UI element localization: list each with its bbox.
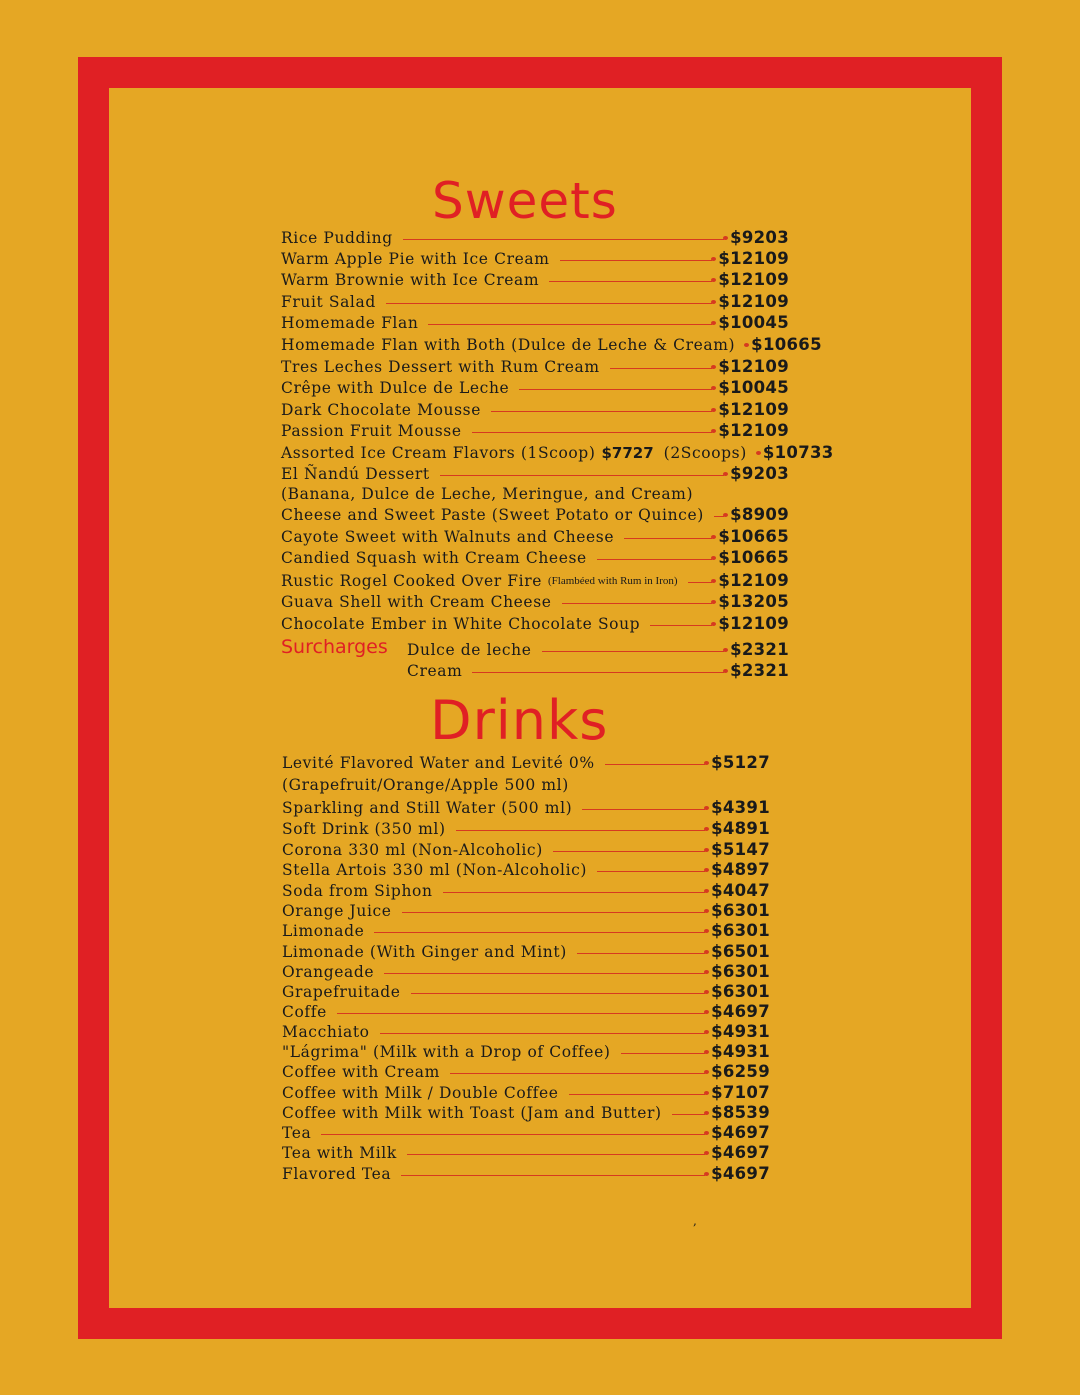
dotted-leader (542, 651, 725, 652)
dotted-leader (605, 764, 705, 765)
menu-item-price: $9203 (730, 228, 789, 247)
menu-item-name: Coffe (282, 1002, 327, 1021)
menu-item-price: $12109 (718, 249, 789, 268)
menu-item-name: Soda from Siphon (282, 881, 433, 900)
menu-item-name: Stella Artois 330 ml (Non-Alcoholic) (282, 860, 588, 879)
surcharges-label: Surcharges (281, 636, 388, 658)
menu-item-name: Warm Apple Pie with Ice Cream (281, 249, 550, 268)
menu-item-price: $10045 (718, 378, 789, 397)
dotted-leader (472, 432, 713, 433)
dotted-leader (411, 993, 706, 994)
menu-item (282, 981, 770, 1002)
menu-item-price: $2321 (730, 661, 789, 680)
menu-item-name: Coffee with Cream (282, 1062, 440, 1081)
menu-item-name: Soft Drink (350 ml) (282, 819, 446, 838)
dotted-leader (403, 239, 724, 240)
menu-item-name: Flavored Tea (282, 1164, 392, 1183)
dotted-leader (597, 559, 713, 560)
menu-item-name: Limonade (With Ginger and Mint) (282, 942, 567, 961)
menu-item-price: $13205 (718, 592, 789, 611)
menu-item-name: Homemade Flan (281, 313, 419, 332)
menu-item (281, 591, 789, 612)
menu-item-name: Corona 330 ml (Non-Alcoholic) (282, 840, 543, 859)
menu-item-name: Crêpe with Dulce de Leche (281, 378, 510, 397)
dotted-leader (450, 1073, 705, 1074)
menu-item-price: $4047 (711, 881, 770, 900)
menu-item-price: $12109 (718, 292, 789, 311)
dotted-leader (624, 538, 712, 539)
menu-item (282, 1102, 770, 1123)
menu-item-name: Passion Fruit Mousse (281, 421, 462, 440)
menu-item-price: $5127 (711, 753, 770, 772)
dotted-leader (672, 1114, 705, 1115)
menu-item-price: $10665 (751, 335, 822, 354)
sweets-heading: Sweets (432, 172, 618, 230)
menu-item-name: Levité Flavored Water and Levité 0% (282, 753, 595, 772)
menu-item-name: Assorted Ice Cream Flavors (1Scoop) (281, 443, 596, 462)
menu-item-name: Coffee with Milk with Toast (Jam and Butter) (282, 1103, 662, 1122)
dotted-leader (321, 1134, 705, 1135)
menu-item-price: $10733 (762, 443, 834, 462)
menu-item-continuation (282, 774, 569, 795)
menu-item-name: Rustic Rogel Cooked Over Fire (281, 571, 542, 590)
menu-item-name: Homemade Flan with Both (Dulce de Leche & Cream) (281, 335, 736, 354)
dotted-leader (337, 1013, 705, 1014)
menu-item-price: $4697 (711, 1164, 770, 1183)
dotted-leader (428, 324, 712, 325)
menu-item-name: Limonade (282, 921, 365, 940)
menu-item-price: $6301 (711, 962, 770, 981)
menu-item-name: Rice Pudding (281, 228, 393, 247)
menu-item-price: $4697 (711, 1123, 770, 1142)
menu-item (281, 356, 789, 377)
menu-item-name: Fruit Salad (281, 292, 376, 311)
dotted-leader (621, 1053, 706, 1054)
footer-mark: , (693, 1214, 697, 1228)
menu-item-name: Warm Brownie with Ice Cream (281, 270, 540, 289)
menu-item-price: $8909 (730, 505, 789, 524)
dotted-leader (402, 912, 706, 913)
dotted-leader (582, 809, 705, 810)
dotted-leader (384, 973, 705, 974)
dotted-leader (610, 368, 713, 369)
menu-item-name: Orange Juice (282, 901, 392, 920)
menu-item-price: $12109 (718, 421, 789, 440)
menu-item (281, 547, 789, 568)
menu-item-name: El Ñandú Dessert (281, 464, 430, 483)
menu-item (282, 880, 770, 901)
menu-item-price: $4697 (711, 1143, 770, 1162)
menu-item-price-single: $7727 (601, 443, 654, 462)
menu-item (282, 941, 770, 962)
menu-item (282, 1082, 770, 1103)
menu-item-detail: (Grapefruit/Orange/Apple 500 ml) (282, 775, 569, 794)
dotted-leader (491, 411, 712, 412)
menu-item (407, 639, 789, 660)
menu-item (282, 1163, 770, 1184)
menu-item-name: Cayote Sweet with Walnuts and Cheese (281, 527, 615, 546)
menu-item-price: $4391 (711, 798, 770, 817)
menu-item (282, 900, 770, 921)
menu-item-name: Grapefruitade (282, 982, 401, 1001)
dotted-leader (650, 625, 712, 626)
menu-item-price: $10665 (718, 527, 789, 546)
menu-item (281, 291, 789, 312)
menu-item (281, 399, 789, 420)
menu-item-name: Orangeade (282, 962, 375, 981)
dotted-leader (472, 672, 724, 673)
dotted-leader (443, 892, 706, 893)
menu-item-name: Tea (282, 1123, 312, 1142)
menu-item (282, 752, 770, 773)
menu-item (281, 420, 789, 441)
menu-item-name: Dulce de leche (407, 640, 532, 659)
menu-item (282, 839, 770, 860)
dotted-leader (519, 389, 712, 390)
menu-item-price: $5147 (711, 840, 770, 859)
menu-item-continuation (281, 483, 693, 504)
menu-item-name: Macchiato (282, 1022, 370, 1041)
dotted-leader (688, 582, 713, 583)
menu-item (281, 463, 789, 484)
menu-item (282, 920, 770, 941)
menu-item-name: Dark Chocolate Mousse (281, 400, 481, 419)
menu-item-name: Sparkling and Still Water (500 ml) (282, 798, 573, 817)
menu-item (282, 1142, 770, 1163)
menu-item-name: Cream (407, 661, 463, 680)
menu-item-price: $12109 (718, 400, 789, 419)
menu-item-name: Cheese and Sweet Paste (Sweet Potato or Quince) (281, 505, 704, 524)
dotted-leader (374, 932, 705, 933)
menu-item-price: $8539 (711, 1103, 770, 1122)
dotted-leader (380, 1033, 705, 1034)
dotted-leader (597, 871, 705, 872)
menu-item (281, 613, 789, 634)
menu-item (282, 1021, 770, 1042)
menu-item (282, 961, 770, 982)
menu-item-price: $10665 (718, 548, 789, 567)
menu-item-price: $4931 (711, 1022, 770, 1041)
menu-item-price: $12109 (718, 614, 789, 633)
menu-item-price: $12109 (718, 571, 789, 590)
dotted-leader (569, 1094, 706, 1095)
menu-item (281, 334, 822, 355)
menu-item-name: Guava Shell with Cream Cheese (281, 592, 552, 611)
dotted-leader (440, 475, 724, 476)
dotted-leader (401, 1175, 705, 1176)
menu-item-price: $12109 (718, 270, 789, 289)
menu-item-price: $12109 (718, 357, 789, 376)
dotted-leader (562, 603, 713, 604)
menu-item-price: $9203 (730, 464, 789, 483)
menu-item-price: $4891 (711, 819, 770, 838)
menu-item-price: $2321 (730, 640, 789, 659)
dotted-leader (577, 953, 705, 954)
menu-item-note: (Flambéed with Rum in Iron) (548, 574, 678, 587)
menu-item-detail: (Banana, Dulce de Leche, Meringue, and Cream) (281, 484, 694, 503)
menu-item-price: $4931 (711, 1042, 770, 1061)
menu-item-name: "Lágrima" (Milk with a Drop of Coffee) (282, 1042, 611, 1061)
dotted-leader (560, 260, 713, 261)
menu-item-price: $7107 (711, 1083, 770, 1102)
menu-item-price: $6501 (711, 942, 770, 961)
dotted-leader (714, 516, 724, 517)
menu-item (407, 660, 789, 681)
menu-item (281, 312, 789, 333)
menu-item-name: Tres Leches Dessert with Rum Cream (281, 357, 600, 376)
menu-item (282, 818, 770, 839)
menu-item-name: Candied Squash with Cream Cheese (281, 548, 587, 567)
menu-item-price: $4697 (711, 1002, 770, 1021)
menu-item (282, 1001, 770, 1022)
dotted-leader (407, 1154, 705, 1155)
menu-item-price: $6301 (711, 921, 770, 940)
menu-item (282, 859, 770, 880)
drinks-heading: Drinks (430, 689, 609, 752)
dotted-leader (456, 830, 705, 831)
menu-item (281, 227, 789, 248)
menu-item-price: $6301 (711, 982, 770, 1001)
dotted-leader (553, 851, 705, 852)
menu-item (282, 1041, 770, 1062)
menu-item-price: $4897 (711, 860, 770, 879)
menu-item (282, 1061, 770, 1082)
dotted-leader (386, 303, 712, 304)
menu-item-name: Tea with Milk (282, 1143, 397, 1162)
menu-item (281, 269, 789, 290)
menu-item (281, 248, 789, 269)
menu-item-name-double: (2Scoops) (663, 443, 747, 462)
menu-item (281, 377, 789, 398)
dotted-leader (549, 281, 712, 282)
menu-item-name: Coffee with Milk / Double Coffee (282, 1083, 559, 1102)
menu-item-price: $6259 (711, 1062, 770, 1081)
menu-item (282, 1122, 770, 1143)
menu-item (282, 797, 770, 818)
menu-item-price: $10045 (718, 313, 789, 332)
menu-item (281, 442, 834, 463)
menu-item (281, 504, 789, 525)
menu-item-price: $6301 (711, 901, 770, 920)
menu-item (281, 570, 789, 591)
menu-item (281, 526, 789, 547)
menu-item-name: Chocolate Ember in White Chocolate Soup (281, 614, 641, 633)
